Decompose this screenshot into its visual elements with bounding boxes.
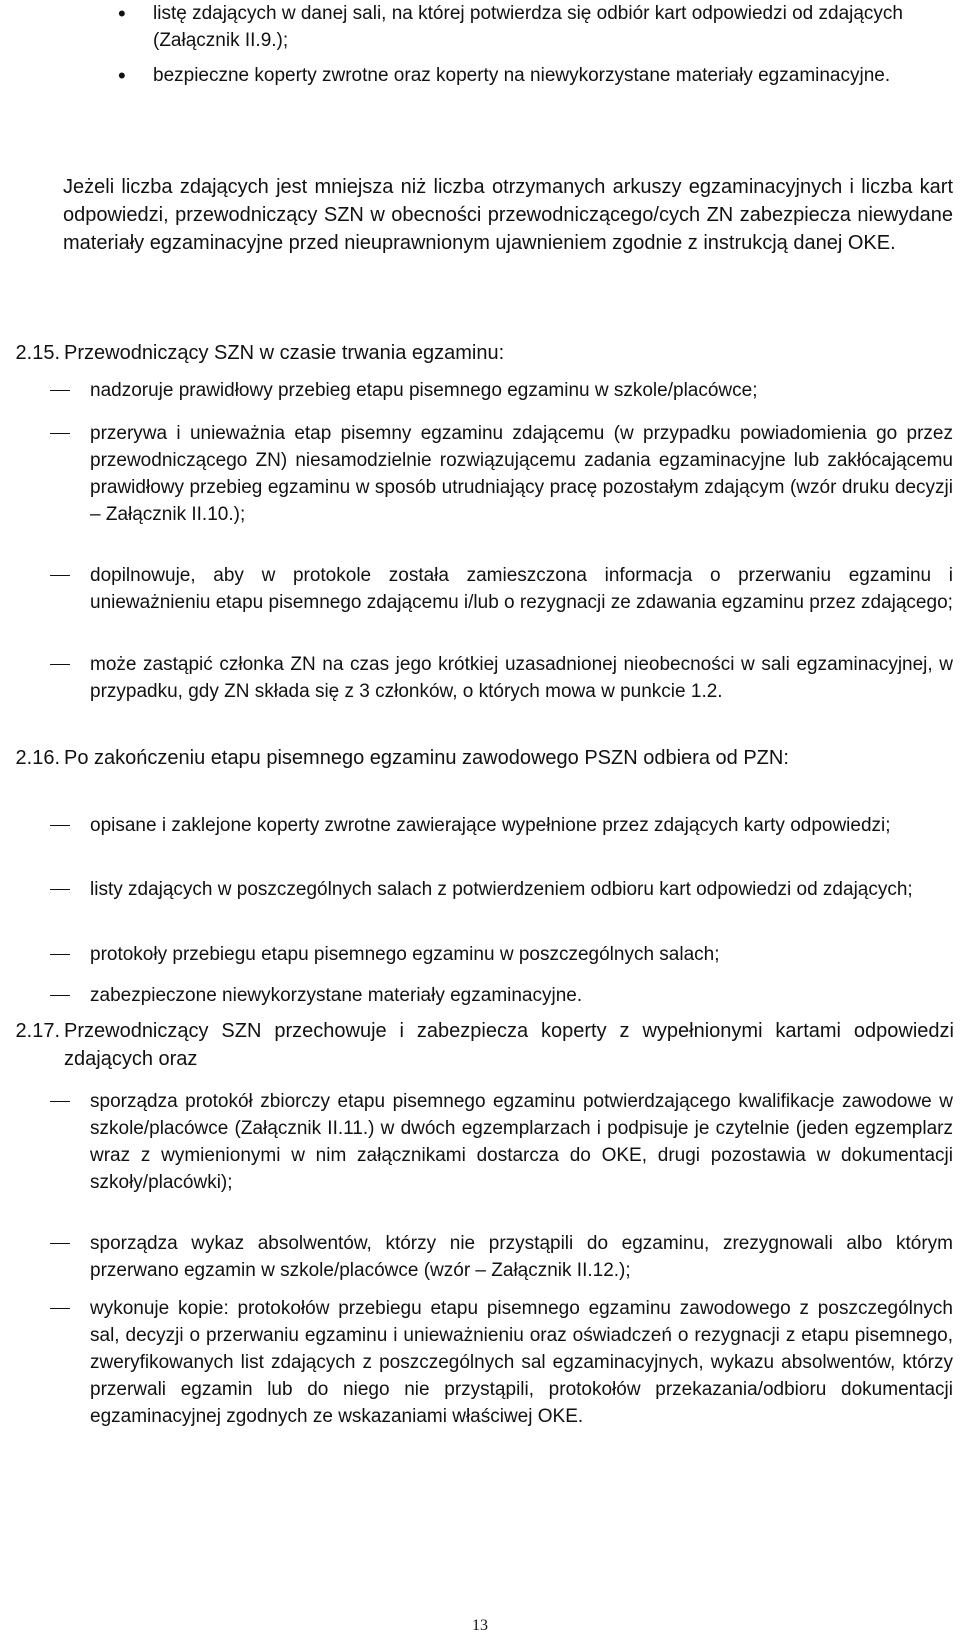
list-item <box>90 982 953 1009</box>
list-item-text: opisane i zaklejone koperty zwrotne zawierające wypełnione przez zdających karty odpowiedzi; <box>90 815 891 836</box>
paragraph: Jeżeli liczba zdających jest mniejsza niż liczba otrzymanych arkuszy egzaminacyjnych i liczba kart odpowiedzi, przewodniczący SZN w obecności przewodniczącego/cych ZN zabezpiecza niewydane materiały egzaminacyjne przed nieuprawnionym ujawnieniem zgodnie z instrukcją danej OKE. <box>63 176 953 254</box>
list-item <box>90 1295 953 1430</box>
dash-icon <box>50 889 70 890</box>
dash-icon <box>50 995 70 996</box>
list-item-text: sporządza wykaz absolwentów, którzy nie przystąpili do egzaminu, zrezygnowali albo którym przerwano egzamin w szkole/placówce (wzór – Załącznik II.12.); <box>90 1233 953 1281</box>
dash-icon <box>50 1243 70 1244</box>
list-item-text: wykonuje kopie: protokołów przebiegu etapu pisemnego egzaminu zawodowego z poszczególnych sal, decyzji o przerwaniu egzaminu i unieważnieniu oraz oświadczeń o rezygnacji z etapu pisemnego, zweryfikowanych list zdających z poszczególnych sal egzaminacyjnych, wykazu absolwentów, którzy przerwali egzamin lub do niego nie przystąpili, protokołów przekazania/odbioru dokumentacji egzaminacyjnej zgodnych ze wskazaniami właściwej OKE. <box>90 1298 953 1427</box>
list-item-text: sporządza protokół zbiorczy etapu pisemnego egzaminu potwierdzającego kwalifikacje zawodowe w szkole/placówce (Załącznik II.11.) w dwóch egzemplarzach i podpisuje je czytelnie (jeden egzemplarz wraz z wymienionymi w nim załącznikami dostarcza do OKE, drugi pozostawia w dokumentacji szkoły/placówki); <box>90 1091 953 1193</box>
dash-icon <box>50 433 70 434</box>
list-item <box>90 812 953 839</box>
bullet-icon: • <box>118 63 126 88</box>
bullet-text: listę zdających w danej sali, na której potwierdza się odbiór kart odpowiedzi od zdających (Załącznik II.9.); <box>153 3 903 51</box>
dash-icon <box>50 390 70 391</box>
dash-icon <box>50 954 70 955</box>
list-item <box>90 1088 953 1196</box>
list-item <box>90 876 953 903</box>
dash-icon <box>50 664 70 665</box>
list-item-text: zabezpieczone niewykorzystane materiały egzaminacyjne. <box>90 985 583 1006</box>
section-heading: Przewodniczący SZN przechowuje i zabezpiecza koperty z wypełnionymi kartami odpowiedzi zdających oraz <box>64 1020 954 1070</box>
list-item-text: może zastąpić członka ZN na czas jego krótkiej uzasadnionej nieobecności w sali egzaminacyjnej, w przypadku, gdy ZN składa się z 3 członków, o których mowa w punkcie 1.2. <box>90 654 953 702</box>
list-item <box>90 420 953 528</box>
section-heading: Po zakończeniu etapu pisemnego egzaminu zawodowego PSZN odbiera od PZN: <box>64 747 789 769</box>
list-item-text: przerywa i unieważnia etap pisemny egzaminu zdającemu (w przypadku powiadomienia go przez przewodniczącego ZN) niesamodzielnie rozwiązującemu zadania egzaminacyjne lub zakłócającemu prawidłowy przebieg egzaminu w sposób utrudniający pracę pozostałym zdającym (wzór druku decyzji – Załącznik II.10.); <box>90 423 953 525</box>
list-item <box>90 377 953 404</box>
dash-icon <box>50 575 70 576</box>
list-item <box>90 562 953 616</box>
section-number: 2.15. <box>15 342 60 364</box>
list-item <box>90 651 953 705</box>
dash-icon <box>50 825 70 826</box>
dash-icon <box>50 1308 70 1309</box>
list-item-text: dopilnowuje, aby w protokole została zamieszczona informacja o przerwaniu egzaminu i unieważnieniu etapu pisemnego zdającemu i/lub o rezygnacji ze zdawania egzaminu przez zdającego; <box>90 565 953 613</box>
bullet-text: bezpieczne koperty zwrotne oraz koperty na niewykorzystane materiały egzaminacyjne. <box>153 65 891 86</box>
bullet-icon: • <box>118 1 126 26</box>
list-item-text: listy zdających w poszczególnych salach z potwierdzeniem odbioru kart odpowiedzi od zdających; <box>90 879 913 900</box>
section-number: 2.16. <box>15 747 60 769</box>
list-item <box>90 941 953 968</box>
list-item <box>90 1230 953 1284</box>
list-item-text: protokoły przebiegu etapu pisemnego egzaminu w poszczególnych salach; <box>90 944 720 965</box>
section-heading: Przewodniczący SZN w czasie trwania egzaminu: <box>64 342 505 364</box>
list-item-text: nadzoruje prawidłowy przebieg etapu pisemnego egzaminu w szkole/placówce; <box>90 380 758 401</box>
page-number: 13 <box>472 1617 488 1634</box>
section-number: 2.17. <box>15 1020 60 1042</box>
bullet-item <box>118 62 903 89</box>
dash-icon <box>50 1101 70 1102</box>
bullet-item <box>118 0 903 54</box>
